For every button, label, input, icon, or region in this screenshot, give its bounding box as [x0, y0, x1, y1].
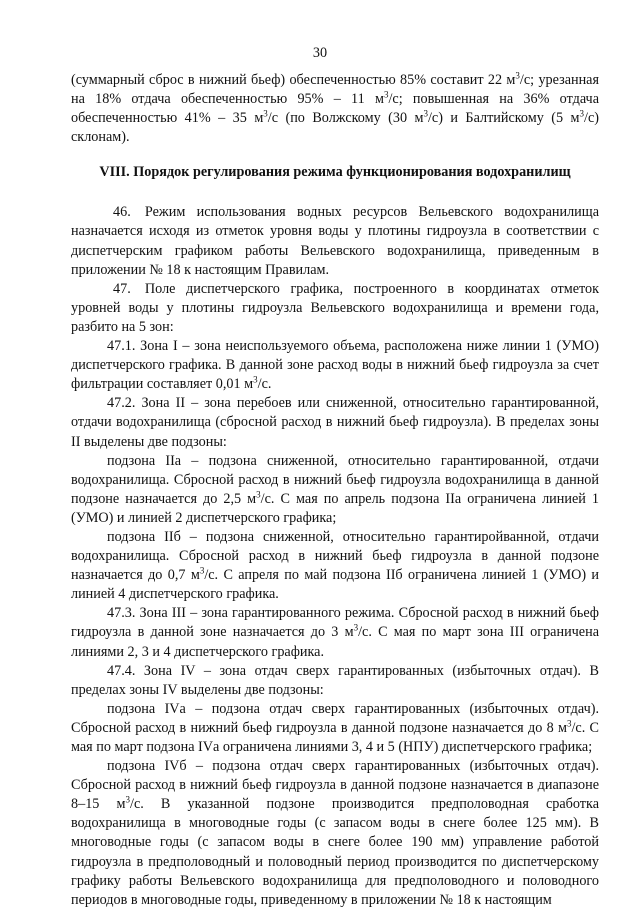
paragraph-47-1: 47.1. Зона I – зона неиспользуемого объема, расположена ниже линии 1 (УМО) диспетчерского графика. В данной зоне расход воды в нижний бьеф гидроузла за счет фильтрации составляет 0,01 $м^3/с$. — [71, 338, 599, 393]
paragraph-46: 46. Режим использования водных ресурсов Вельевского водохранилища назначается исходя из отметок уровня воды у плотины гидроузла в соответствии с диспетчерским графиком работы Вельевского водохранилища, приведенным в приложении № 18 к настоящим Правилам. — [71, 204, 599, 278]
subzone-4b: подзона IVб – подзона отдач сверх гарантированных (избыточных отдач). Сбросной расход в нижний бьеф гидроузла в данной подзоне назначается в диапазоне 8–15 $м^3/с$. В указанной подзоне производится предполоводная сработка водохранилища в многоводные годы (с запасом воды в снеге более 125 мм). В многоводные годы (с запасом воды в снеге более 190 мм) управление работой гидроузла в предполоводный и половодный период производится по диспетчерскому графику работы Вельевского водохранилища для предполоводного и половодного периодов в многоводные годы, приведенному в приложении № 18 к настоящим — [71, 758, 599, 908]
paragraph-47-4: 47.4. Зона IV – зона отдач сверх гарантированных (избыточных отдач). В пределах зоны IV выделены две подзоны: — [71, 662, 599, 698]
page-content — [71, 71, 599, 910]
subzone-4a: подзона IVа – подзона отдач сверх гарантированных (избыточных отдач). Сбросной расход в нижний бьеф гидроузла в данной подзоне назначается до 8 $м^3/с$. С мая по март подзона IVа ограничена линиями 3, 4 и 5 (НПУ) диспетчерского графика; — [71, 700, 600, 755]
subzone-2a: подзона IIа – подзона сниженной, относительно гарантированной, отдачи водохранилища. Сбросной расход в нижний бьеф гидроузла водохранилища в данной подзоне назначается до 2,5 $м^3/с$. С мая по апрель подзона IIа ограничена линией 1 (УМО) и линией 2 диспетчерского графика; — [71, 452, 599, 526]
paragraph-47: 47. Поле диспетчерского графика, построенного в координатах отметок уровней воды у плотины гидроузла Вельевского водохранилища и времени года, разбито на 5 зон: — [71, 280, 599, 335]
intro-paragraph: (суммарный сброс в нижний бьеф) обеспеченностью 85% составит 22 $м^3/с$; урезанная на 18% отдача обеспеченностью 95% – 11 $м^3/с$; повышенная на 36% отдача обеспеченностью 41% – 35 $м^3/с$ (по Волжскому (30 $м^3/с$) и Балтийскому (5 $м^3/с$) склонам). — [71, 70, 600, 146]
section-heading: VIII. Порядок регулирования режима функционирования водохранилищ — [99, 164, 571, 181]
subzone-2b: подзона IIб – подзона сниженной, относительно гарантиройванной, отдачи водохранилища. Сбросной расход в нижний бьеф гидроузла в данной подзоне назначается до 0,7 $м^3/с$. С апреля по май подзона IIб ограничена линией 1 (УМО) и линией 4 диспетчерского графика. — [71, 528, 599, 603]
paragraph-47-3: 47.3. Зона III – зона гарантированного режима. Сбросной расход в нижний бьеф гидроузла в данной зоне назначается до 3 $м^3/с$. С мая по март зона III ограничена линиями 2, 3 и 4 диспетчерского графика. — [71, 605, 599, 660]
paragraph-47-2: 47.2. Зона II – зона перебоев или сниженной, относительно гарантированной, отдачи водохранилища (сбросной расход в нижний бьеф гидроузла). В пределах зоны II выделены две подзоны: — [71, 395, 599, 450]
page-number: 30 — [312, 45, 328, 61]
